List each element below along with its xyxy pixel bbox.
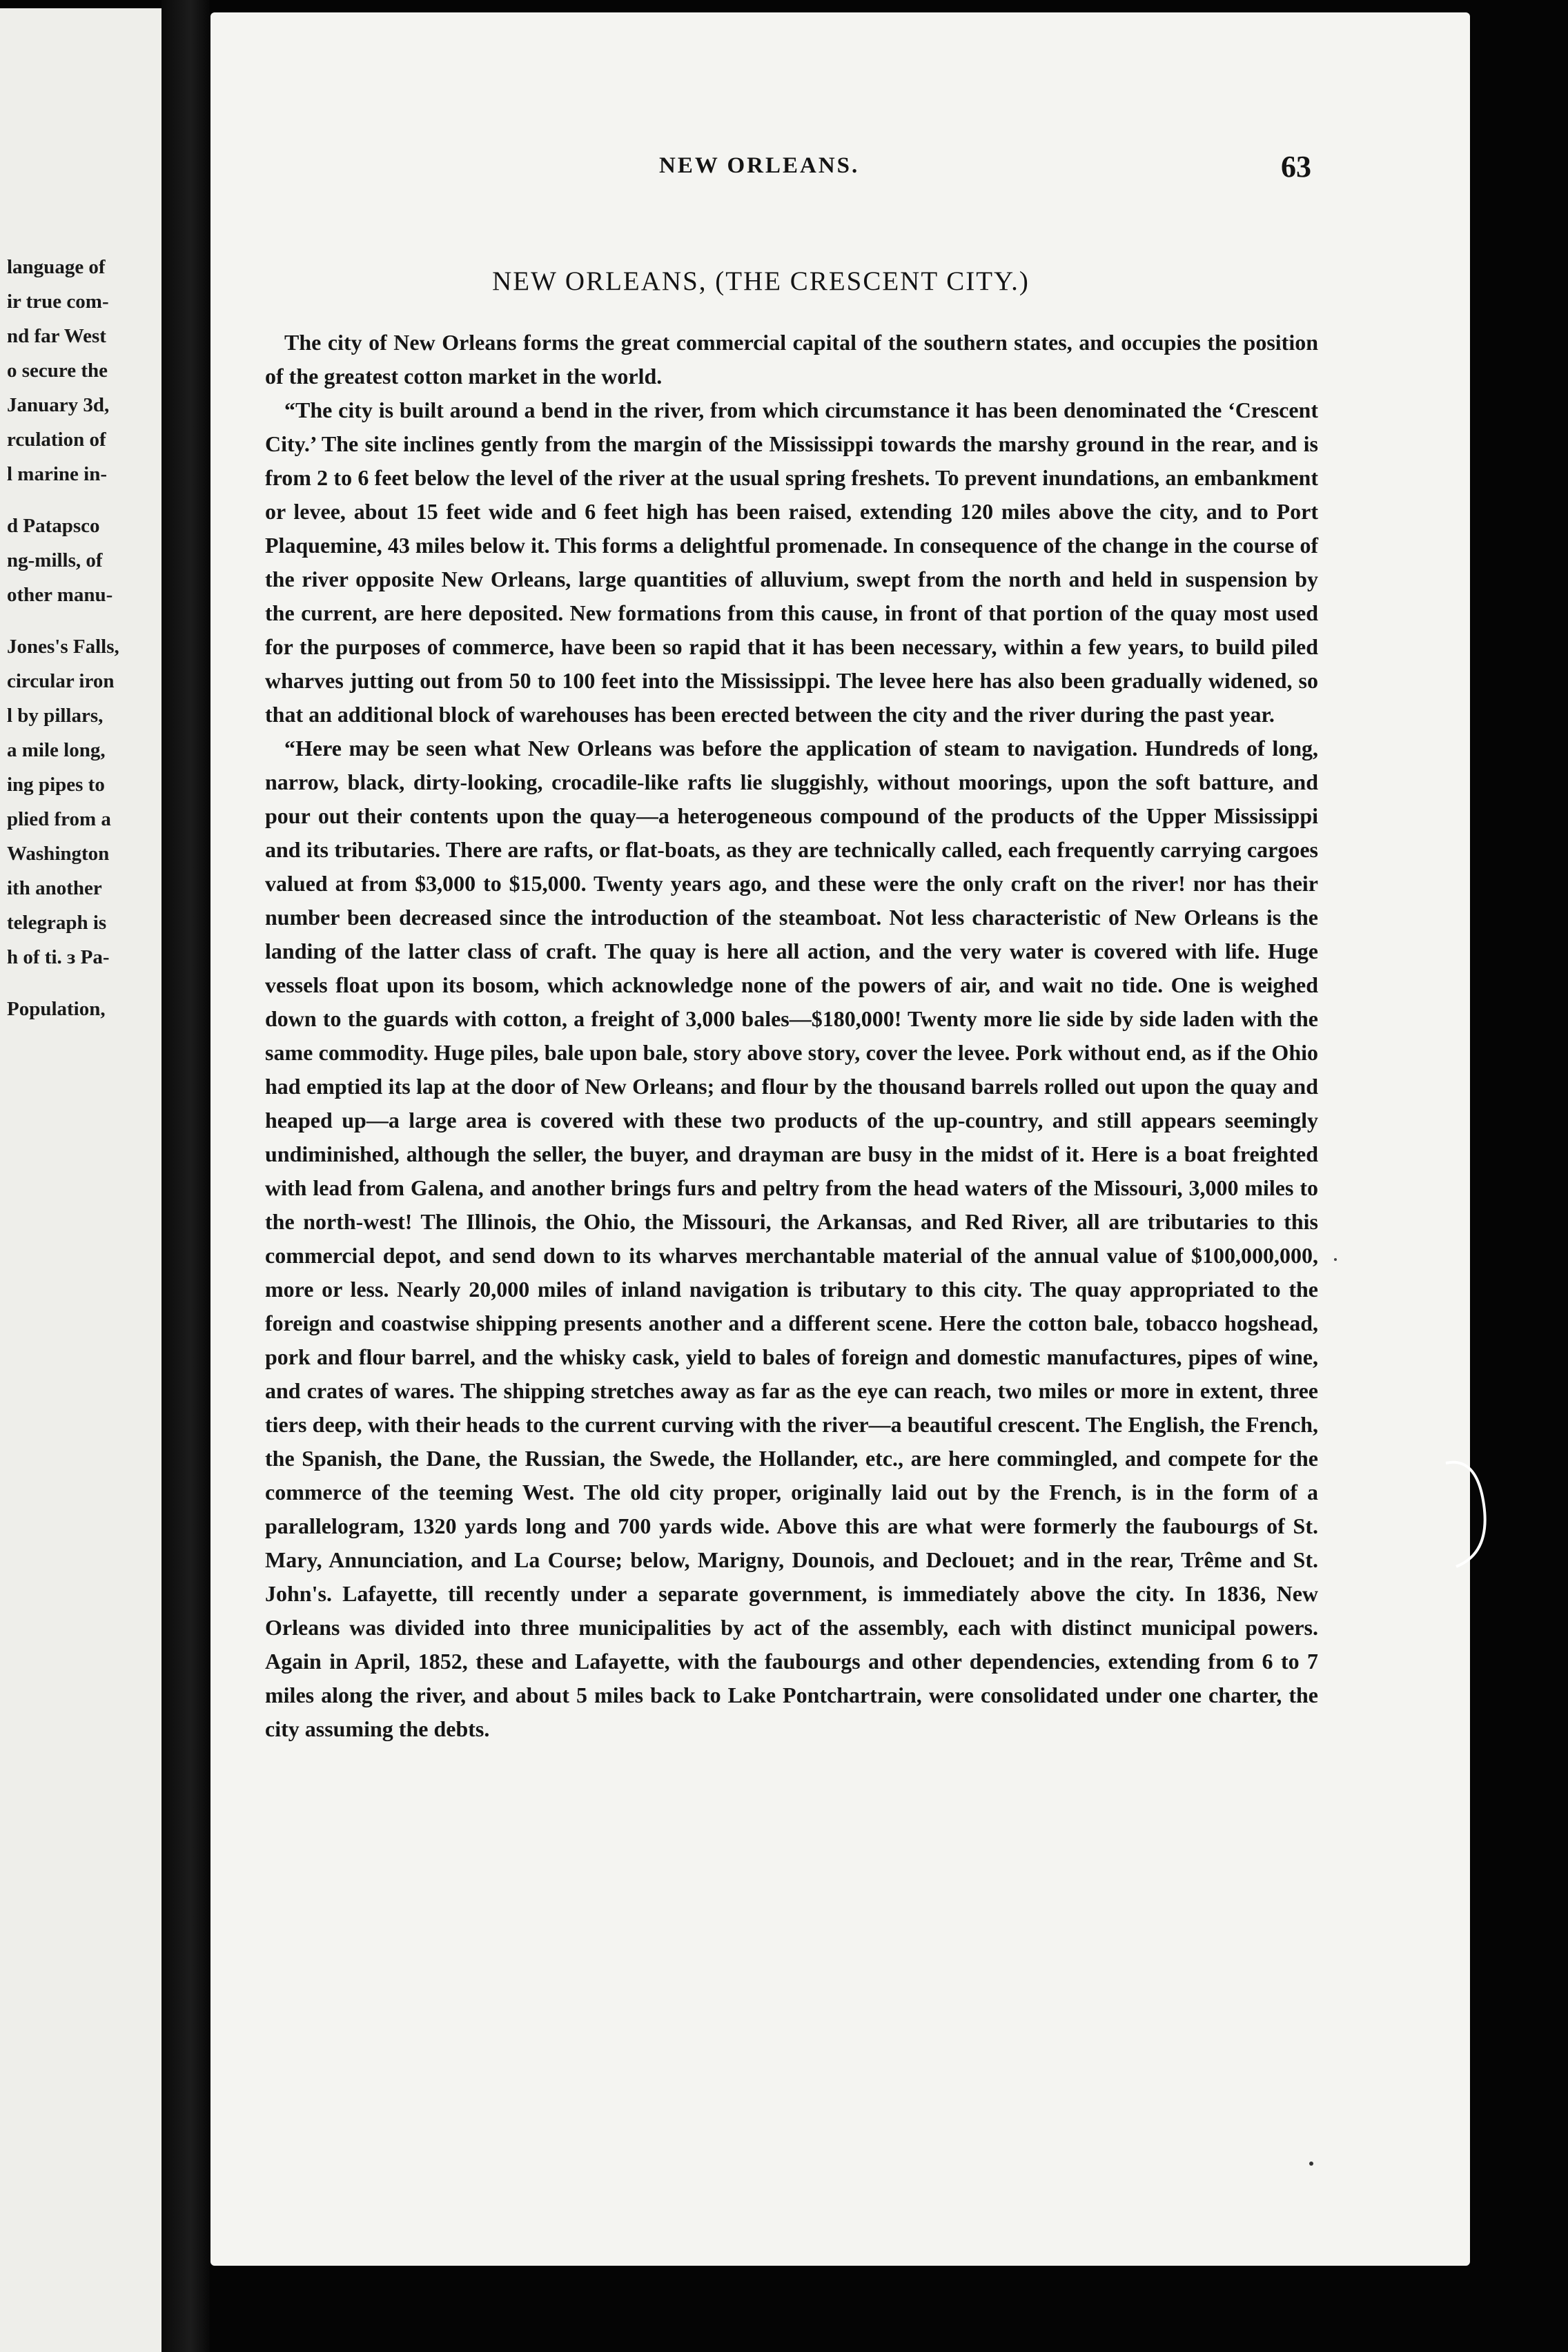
facing-line: ng-mills, of bbox=[7, 549, 103, 571]
facing-line: January 3d, bbox=[7, 394, 110, 416]
facing-line: l marine in- bbox=[7, 463, 107, 485]
facing-line: h of ti. ɜ Pa- bbox=[7, 946, 110, 968]
ink-speck bbox=[1309, 2162, 1313, 2166]
facing-line: telegraph is bbox=[7, 912, 107, 934]
facing-line: Population, bbox=[7, 998, 106, 1020]
facing-line: ir true com- bbox=[7, 291, 109, 313]
facing-line: ith another bbox=[7, 877, 102, 899]
facing-line: d Patapsco bbox=[7, 515, 100, 537]
facing-line: circular iron bbox=[7, 670, 115, 692]
facing-line: plied from a bbox=[7, 808, 111, 830]
facing-line: other manu- bbox=[7, 584, 113, 606]
paragraph: The city of New Orleans forms the great commercial capital of the southern states, and occupies the position of the greatest cotton market in the world. bbox=[265, 330, 1318, 389]
scan-artifact-mark bbox=[1446, 1462, 1485, 1567]
facing-line: ing pipes to bbox=[7, 774, 105, 796]
page-number: 63 bbox=[1281, 150, 1311, 184]
article-title: NEW ORLEANS, (THE CRESCENT CITY.) bbox=[492, 266, 1030, 296]
facing-line: Washington bbox=[7, 843, 110, 865]
facing-line: Jones's Falls, bbox=[7, 636, 119, 658]
paragraph: “The city is built around a bend in the river, from which circumstance it has been denominated the ‘Crescent City.’ The site inclines gently from the margin of the Mississippi towards the marshy ground in the rear, and is from 2 to 6 feet below the level of the river at the usual spring freshets. To prevent inundations, an embankment or levee, about 15 feet wide and 6 feet high has been raised, extending 120 miles above the city, and to Port Plaquemine, 43 miles below it. This forms a delightful promenade. In consequence of the change in the course of the river opposite New Orleans, large quantities of alluvium, swept from the north and held in suspension by the current, are here deposited. New formations from this cause, in front of that portion of the quay most used for the purposes of commerce, have been so rapid that it has been necessary, within a few years, to build piled wharves jutting out from 50 to 100 feet into the Mississippi. The levee here has also been gradually widened, so that an additional block of warehouses has been erected between the city and the river during the past year. bbox=[265, 398, 1318, 727]
facing-line: o secure the bbox=[7, 360, 108, 382]
running-title: NEW ORLEANS. bbox=[659, 153, 860, 178]
paragraph: “Here may be seen what New Orleans was before the application of steam to navigation. Hundreds of long, narrow, black, dirty-looking, crocadile-like rafts lie sluggishly, without moorings, upon the soft batture, and pour out their contents upon the quay—a heterogeneous compound of the products of the Upper Mississippi and its tributaries. There are rafts, or flat-boats, as they are technically called, each frequently carrying cargoes valued at from $3,000 to $15,000. Twenty years ago, and these were the only craft on the river! nor has their number been decreased since the introduction of the steamboat. Not less characteristic of New Orleans is the landing of the latter class of craft. The quay is here all action, and the very water is covered with life. Huge vessels float upon its bosom, which acknowledge none of the powers of air, and wait no tide. One is weighed down to the guards with cotton, a freight of 3,000 bales—$180,000! Twenty more lie side by side laden with the same commodity. Huge piles, bale upon bale, story above story, cover the levee. Pork without end, as if the Ohio had emptied its lap at the door of New Orleans; and flour by the thousand barrels rolled out upon the quay and heaped up—a large area is covered with these two products of the up-country, and still appears seemingly undiminished, although the seller, the buyer, and drayman are busy in the midst of it. Here is a boat freighted with lead from Galena, and another brings furs and peltry from the head waters of the Missouri, 3,000 miles to the north-west! The Illinois, the Ohio, the Missouri, the Arkansas, and Red River, all are tributaries to this commercial depot, and send down to its wharves merchantable material of the annual value of $100,000,000, more or less. Nearly 20,000 miles of inland navigation is tributary to this city. The quay appropriated to the foreign and coastwise shipping presents another and a different scene. Here the cotton bale, tobacco hogshead, pork and flour barrel, and the whisky cask, yield to bales of foreign and domestic manufactures, pipes of wine, and crates of wares. The shipping stretches away as far as the eye can reach, two miles or more in extent, three tiers deep, with their heads to the current curving with the river—a beautiful crescent. The English, the French, the Spanish, the Dane, the Russian, the Swede, the Hollander, etc., are here commingled, and compete for the commerce of the teeming West. The old city proper, originally laid out by the French, is in the form of a parallelogram, 1320 yards long and 700 yards wide. Above this are what were formerly the faubourgs of St. Mary, Annunciation, and La Course; below, Marigny, Dounois, and Declouet; and in the rear, Trême and St. John's. Lafayette, till recently under a separate government, is immediately above the city. In 1836, New Orleans was divided into three municipalities by act of the assembly, each with distinct municipal powers. Again in April, 1852, these and Lafayette, with the faubourgs and other dependencies, extending from 6 to 7 miles along the river, and about 5 miles back to Lake Pontchartrain, were consolidated under one charter, the city assuming the debts. bbox=[265, 736, 1318, 1741]
facing-line: language of bbox=[7, 256, 106, 278]
facing-line: l by pillars, bbox=[7, 705, 104, 727]
facing-line: a mile long, bbox=[7, 739, 106, 761]
facing-line: nd far West bbox=[7, 325, 106, 347]
ink-speck bbox=[1334, 1258, 1337, 1261]
facing-line: rculation of bbox=[7, 429, 106, 451]
